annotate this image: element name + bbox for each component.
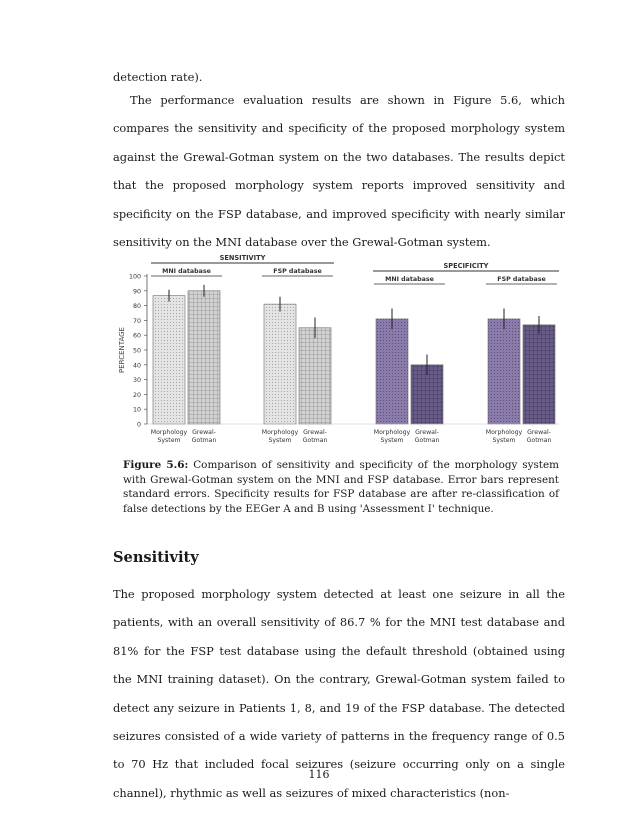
bars-layer: [153, 285, 555, 424]
section-heading: Sensitivity: [113, 549, 199, 566]
caption-text: Comparison of sensitivity and specificity of the morphology system with Grewal-Gotman system on the MNI and FSP database. Error bars represent standard errors. Specificity results for FSP database are after re-classification of false detections by the EEGer A and B using 'Assessment I' technique.: [123, 459, 559, 515]
y-tick-label: 10: [132, 406, 141, 414]
bar-label-line1: Morphology: [261, 429, 299, 436]
bar-chart: [113, 250, 565, 450]
bar-label-line1: Grewal-: [527, 429, 551, 436]
bar-label-line2: Gotman: [302, 437, 328, 444]
bar: [264, 304, 296, 424]
y-tick-label: 30: [132, 377, 141, 385]
y-tick-label: 0: [136, 421, 141, 429]
bar: [376, 319, 408, 424]
bar: [188, 291, 220, 424]
figure-caption: [123, 458, 559, 516]
y-tick-label: 60: [132, 332, 141, 340]
bar-label-line1: Grewal-: [303, 429, 327, 436]
paragraph-results: [113, 86, 565, 256]
bar: [153, 296, 185, 424]
y-tick-label: 50: [132, 347, 141, 355]
group-label: SPECIFICITY: [443, 262, 489, 270]
bar-label-line1: Grewal-: [192, 429, 216, 436]
y-axis-label: PERCENTAGE: [118, 327, 126, 373]
bar-label-line2: Gotman: [414, 437, 440, 444]
subgroup-label: MNI database: [385, 276, 434, 283]
bar-label-line2: Gotman: [526, 437, 552, 444]
bar: [523, 325, 555, 424]
bar-label-line2: System: [380, 437, 404, 444]
y-tick-label: 20: [132, 391, 141, 399]
page-number: 116: [308, 768, 330, 781]
bar: [299, 328, 331, 424]
caption-label: Figure 5.6:: [123, 459, 189, 471]
y-tick-label: 80: [132, 303, 141, 311]
bar: [488, 319, 520, 424]
bar-label-line1: Morphology: [150, 429, 188, 436]
bar-label-line1: Morphology: [485, 429, 523, 436]
subgroup-label: FSP database: [273, 268, 322, 275]
bar-label-line2: Gotman: [191, 437, 217, 444]
paragraph-text: detection rate).: [113, 70, 203, 84]
y-tick-label: 40: [132, 362, 141, 370]
figure-5-6: [113, 250, 565, 450]
paragraph-text: The proposed morphology system detected at least one seizure in all the patients, with an overall sensitivity of 86.7 % for the MNI test database and 81% for the FSP test database using the default threshold (obtained using the MNI training dataset). On the contrary, Grewal-Gotman system failed to detect any seizure in Patients 1, 8, and 19 of the FSP database. The detected seizures consisted of a wide variety of patterns in the frequency range of 0.5 to 70 Hz that included focal seizures (seizure occurring only on a single channel), rhythmic as well as seizures of mixed characteristics (non-: [113, 587, 565, 800]
bar-label-line1: Grewal-: [415, 429, 439, 436]
group-label: SENSITIVITY: [219, 254, 266, 262]
bar-label-line2: System: [268, 437, 292, 444]
bar-label-line2: System: [492, 437, 516, 444]
y-tick-label: 100: [128, 273, 141, 281]
y-tick-label: 90: [132, 288, 141, 296]
subgroup-label: MNI database: [162, 268, 211, 275]
y-tick-label: 70: [132, 317, 141, 325]
subgroup-label: FSP database: [497, 276, 546, 283]
bar-label-line1: Morphology: [373, 429, 411, 436]
paragraph-text: The performance evaluation results are shown in Figure 5.6, which compares the sensitivity and specificity of the proposed morphology system against the Grewal-Gotman system on the two databases. The results depict that the proposed morphology system reports improved sensitivity and specificity on the FSP database, and improved specificity with nearly similar sensitivity on the MNI database over the Grewal-Gotman system.: [113, 93, 565, 250]
bar-label-line2: System: [157, 437, 181, 444]
